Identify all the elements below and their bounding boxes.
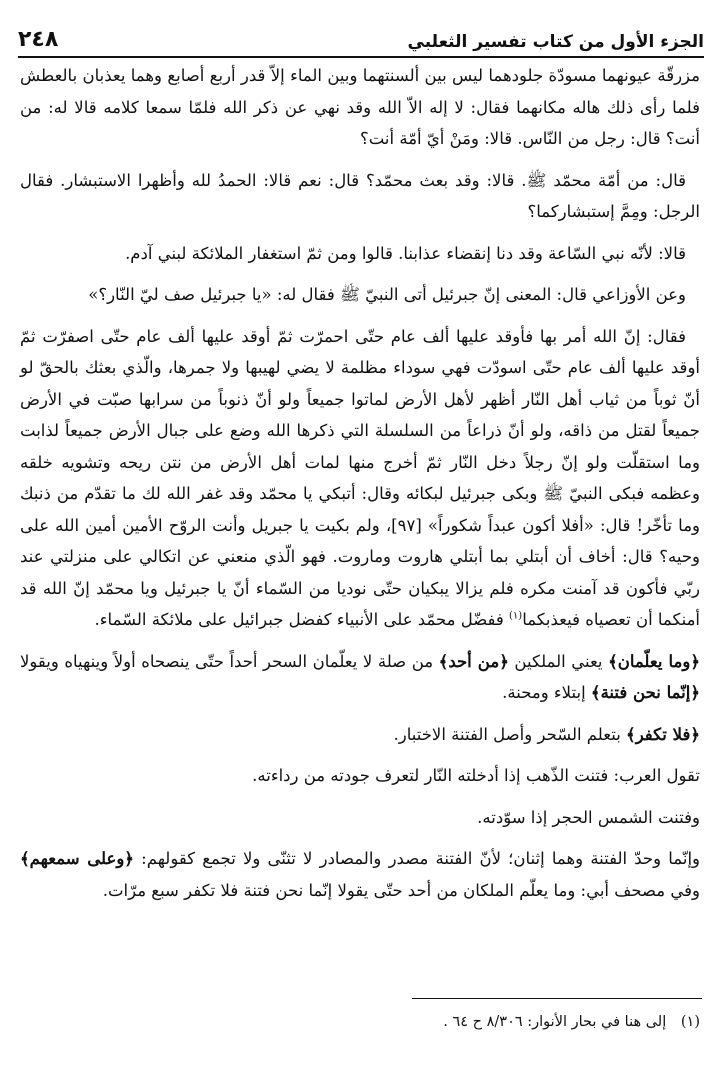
quran-verse: ﴿إنّما نحن فتنة﴾	[590, 683, 700, 702]
paragraph-text: فقال: إنّ الله أمر بها فأوقد عليها ألف عام حتّى احمرّت ثمّ أوقد عليها ألف عام حتّى اصفرّت ثمّ أوقد عليها ألف عام حتّى اسودّت فهي سوداء مظلمة لا يضي لهيبها ولا جمرها، والّذي بعثك بالحقّ لو أنّ ثوباً من ثياب أهل النّار أظهر لأهل الأرض لماتوا جميعاً ولو أنّ ذنوباً من سرابها صبّت في الأرض جميعاً لقتل من ذاقه، ولو أنّ ذراعاً من السلسلة التي ذكرها الله وضع على جبال الأرض جميعاً لذابت وما استقلّت ولو إنّ رجلاً دخل النّار ثمّ أخرج منها لمات أهل الأرض من نتن ريحه وتشويه خلقه وعظمه فبكى النبيّ ﷺ وبكى جبرئيل لبكائه وقال: أتبكي يا محمّد وقد غفر الله لك ما تقدّم من ذنبك وما تأخّر! قال: «أفلا أكون عبداً شكوراً» [٩٧]، ولم بكيت يا جبريل وأنت الروّح الأمين أمين الله على وحيه؟ قال: أخاف أن أبتلي بما أبتلي هاروت وماروت. فهو الّذي منعني عن اتكالي على منزلتي عند ربّي فأكون قد آمنت مكره فلم يزالا يبكيان حتّى نوديا من السّماء أنّ يا جبرئيل ويا محمّد إنّ الله قد أمنكما أن تعصياه فيعذبكما	[20, 326, 700, 629]
paragraph: مزرقّة عيونهما مسودّة جلودهما ليس بين ألسنتهما وبين الماء إلاّ قدر أربع أصابع وهما يعذبان بالعطش فلما رأى ذلك هاله مكانهما فقال: لا إله الاّ الله وقد نهي عن ذكر الله فلمّا سمعا كلامه قالا له: من أنت؟ قال: رجل من النّاس. قالا: ومَنْ أيّ أمّة أنت؟	[20, 66, 700, 148]
commentary-text: إبتلاء ومحنة.	[502, 683, 591, 702]
paragraph-text: وإنّما وحدّ الفتنة وهما إثنان؛ لأنّ الفتنة مصدر والمصادر لا تثنّى ولا تجمع كقولهم:	[133, 849, 700, 868]
commentary-text: من صلة لا يعلّمان السحر أحداً حتّى ينصحاه أولاً وينهياه ويقولا	[20, 651, 439, 671]
paragraph-text-continued: وفي مصحف أبي: وما يعلّم الملكان من أحد حتّى يقولا إنّما نحن فتنة فلا تكفر سبع مرّات.	[102, 880, 700, 900]
paragraph: قالا: لأنّه نبي السّاعة وقد دنا إنقضاء عذابنا. قالوا ومن ثمّ استغفار الملائكة لبني آدم.	[125, 243, 686, 263]
verse-paragraph	[20, 719, 700, 751]
paragraph	[20, 321, 700, 636]
page-header	[18, 18, 704, 58]
paragraph-text-continued: ففضّل محمّد على الأنبياء كفضل جبرائيل على ملائكة السّماء.	[94, 610, 510, 629]
running-title: الجزء الأول من كتاب تفسير الثعلبي	[407, 32, 704, 52]
quran-verse: ﴿من أحد﴾	[438, 651, 509, 671]
footnote-number: (١)	[680, 1014, 700, 1030]
commentary-text: بتعلم السّحر وأصل الفتنة الاختبار.	[393, 724, 627, 744]
body-text	[20, 60, 700, 916]
quran-verse: ﴿وما يعلّمان﴾	[608, 651, 700, 671]
plain-line: تقول العرب: فتنت الذّهب إذا أدخلته النّار لتعرف جودته من رداءته.	[252, 766, 700, 785]
footnote-text: إلى هنا في بحار الأنوار: ٨/٣٠٦ ح ٦٤ .	[443, 1014, 667, 1030]
footnote-marker: (١)	[509, 610, 523, 622]
footnote-divider	[412, 998, 702, 999]
page-number: ٢٤٨	[18, 27, 59, 52]
verse-paragraph	[20, 646, 700, 709]
footnote	[20, 1010, 700, 1034]
quran-verse: ﴿وعلى سمعهم﴾	[20, 849, 134, 868]
paragraph: قال: من أمّة محمّد ﷺ. قالا: وقد بعث محمّد؟ قال: نعم قالا: الحمدُ لله وأظهرا الاستبشار. فقال الرجل: ومِمَّ إستبشاركما؟	[20, 170, 700, 221]
quran-verse: ﴿فلا تكفر﴾	[626, 724, 700, 744]
final-paragraph	[20, 843, 700, 906]
plain-line: وفتنت الشمس الحجر إذا سوّدته.	[477, 807, 700, 827]
paragraph: وعن الأوزاعي قال: المعنى إنّ جبرئيل أتى النبيّ ﷺ فقال له: «يا جبرئيل صف ليّ النّار؟»	[88, 285, 686, 304]
commentary-text: يعني الملكين	[508, 651, 609, 671]
